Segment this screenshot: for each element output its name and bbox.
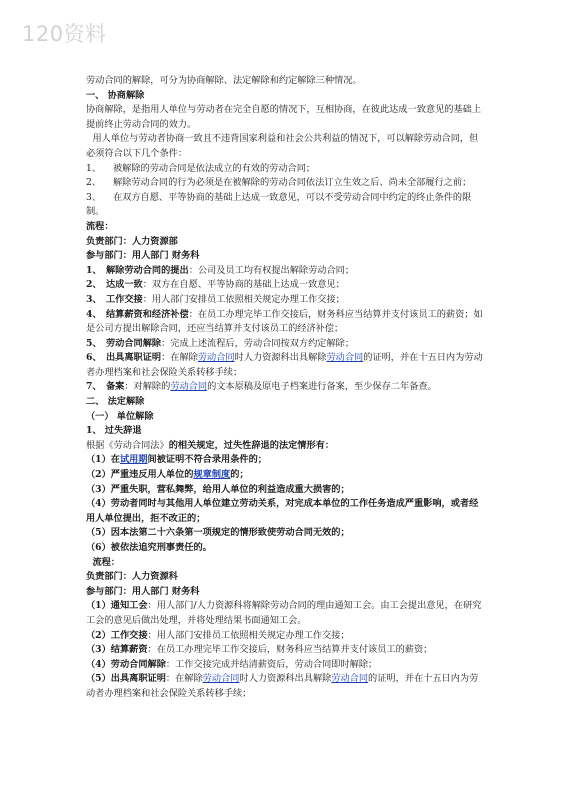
probation-link[interactable]: 试用期 <box>119 454 148 466</box>
document-page <box>86 74 486 702</box>
dismissal-case: （6）被依法追究刑事责任的。 <box>86 542 212 553</box>
section1-para2: 用人单位与劳动者协商一致且不违背国家利益和社会公共利益的情况下，可以解除劳动合同，但必须符合以下几个条件： <box>86 133 479 159</box>
owner-dept: 负责部门：人力资源科 <box>86 571 178 583</box>
condition-item: 3、 在双方自愿、平等协商的基础上达成一致意见，可以不受劳动合同中约定的终止条件的限制。 <box>86 191 472 218</box>
intro-paragraph: 劳动合同的解除，可分为协商解除、法定解除和约定解除三种情况。 <box>86 75 362 86</box>
labor-contract-link[interactable]: 劳动合同 <box>331 673 369 685</box>
process-step: 2、 达成一致：双方在自愿、平等协商的基础上达成一致意见； <box>86 279 345 291</box>
dismissal-case: （1）在试用期间被证明不符合录用条件的； <box>86 454 267 466</box>
section1-heading: 一、 协商解除 <box>86 89 145 101</box>
watermark-logo: 120资料 <box>22 22 107 46</box>
condition-item: 1、 被解除的劳动合同是依法成立的有效的劳动合同； <box>86 162 316 174</box>
dismissal-case: （5）因本法第二十六条第一项规定的情形致使劳动合同无效的； <box>86 527 350 539</box>
condition-item: 2、 解除劳动合同的行为必须是在被解除的劳动合同依法订立生效之后、尚未全部履行之前； <box>86 177 472 189</box>
labor-contract-link[interactable]: 劳动合同 <box>197 352 235 364</box>
labor-contract-link[interactable]: 劳动合同 <box>170 381 208 393</box>
subsection-heading: （一） 单位解除 <box>86 410 154 422</box>
subsubsection-heading: 1、 过失辞退 <box>86 425 142 437</box>
section1-para1: 协商解除，是指用人单位与劳动者在完全自愿的情况下，互相协商，在彼此达成一致意见的基础上提前终止劳动合同的效力。 <box>86 104 482 130</box>
flow-label: 流程： <box>92 556 120 568</box>
dismissal-case: （2）严重违反用人单位的规章制度的； <box>86 469 249 481</box>
process-step: 5、 劳动合同解除：完成上述流程后，劳动合同按双方约定解除； <box>86 337 355 349</box>
process-step: 1、 解除劳动合同的提出：公司及员工均有权提出解除劳动合同； <box>86 264 355 276</box>
process-step: （2）工作交接：用人部门安排员工依照相关规定办理工作交接； <box>86 629 350 641</box>
owner-dept: 负责部门：人力资源部 <box>86 235 178 247</box>
process-step: （3）结算薪资：在员工办理完毕工作交接后，财务科应当结算并支付该员工的薪资； <box>86 644 433 656</box>
dismissal-case: （3）严重失职，营私舞弊，给用人单位的利益造成重大损害的； <box>86 483 350 495</box>
process-step: 6、 出具离职证明：在解除劳动合同时人力资源科出具解除劳动合同的证明，并在十五日内为劳动者办理档案和社会保险关系转移手续； <box>86 352 483 378</box>
process-step: （1）通知工会：用人部门/人力资源科将解除劳动合同的理由通知工会。由工会提出意见，在研究工会的意见后做出处理，并将处理结果书面通知工会。 <box>86 600 482 626</box>
participant-depts: 参与部门：用人部门 财务科 <box>86 250 200 262</box>
labor-contract-link[interactable]: 劳动合同 <box>202 673 240 685</box>
process-step: （5）出具离职证明：在解除劳动合同时人力资源科出具解除劳动合同的证明，并在十五日内为劳动者办理档案和社会保险关系转移手续； <box>86 673 479 699</box>
process-step: 3、 工作交接：用人部门安排员工依照相关规定办理工作交接； <box>86 293 345 305</box>
process-step: （4）劳动合同解除：工作交接完成并结清薪资后，劳动合同即时解除； <box>86 658 378 670</box>
legal-basis-intro: 根据《劳动合同法》的相关规定，过失性辞退的法定情形有： <box>86 439 335 451</box>
participant-depts: 参与部门：用人部门 财务科 <box>86 585 200 597</box>
dismissal-case: （4）劳动者同时与其他用人单位建立劳动关系，对完成本单位的工作任务造成严重影响，或者经用人单位提出，拒不改正的； <box>86 498 479 524</box>
section2-heading: 二、 法定解除 <box>86 396 145 408</box>
process-step: 7、 备案：对解除的劳动合同的文本原稿及原电子档案进行备案，至少保存二年备查。 <box>86 381 437 393</box>
process-step: 4、 结算薪资和经济补偿：在员工办理完毕工作交接后，财务科应当结算并支付该员工的薪资；如是公司方提出解除合同，还应当结算并支付该员工的经济补偿； <box>86 308 483 335</box>
labor-contract-link[interactable]: 劳动合同 <box>326 352 364 364</box>
rules-link[interactable]: 规章制度 <box>193 469 231 481</box>
flow-label: 流程： <box>86 220 114 232</box>
